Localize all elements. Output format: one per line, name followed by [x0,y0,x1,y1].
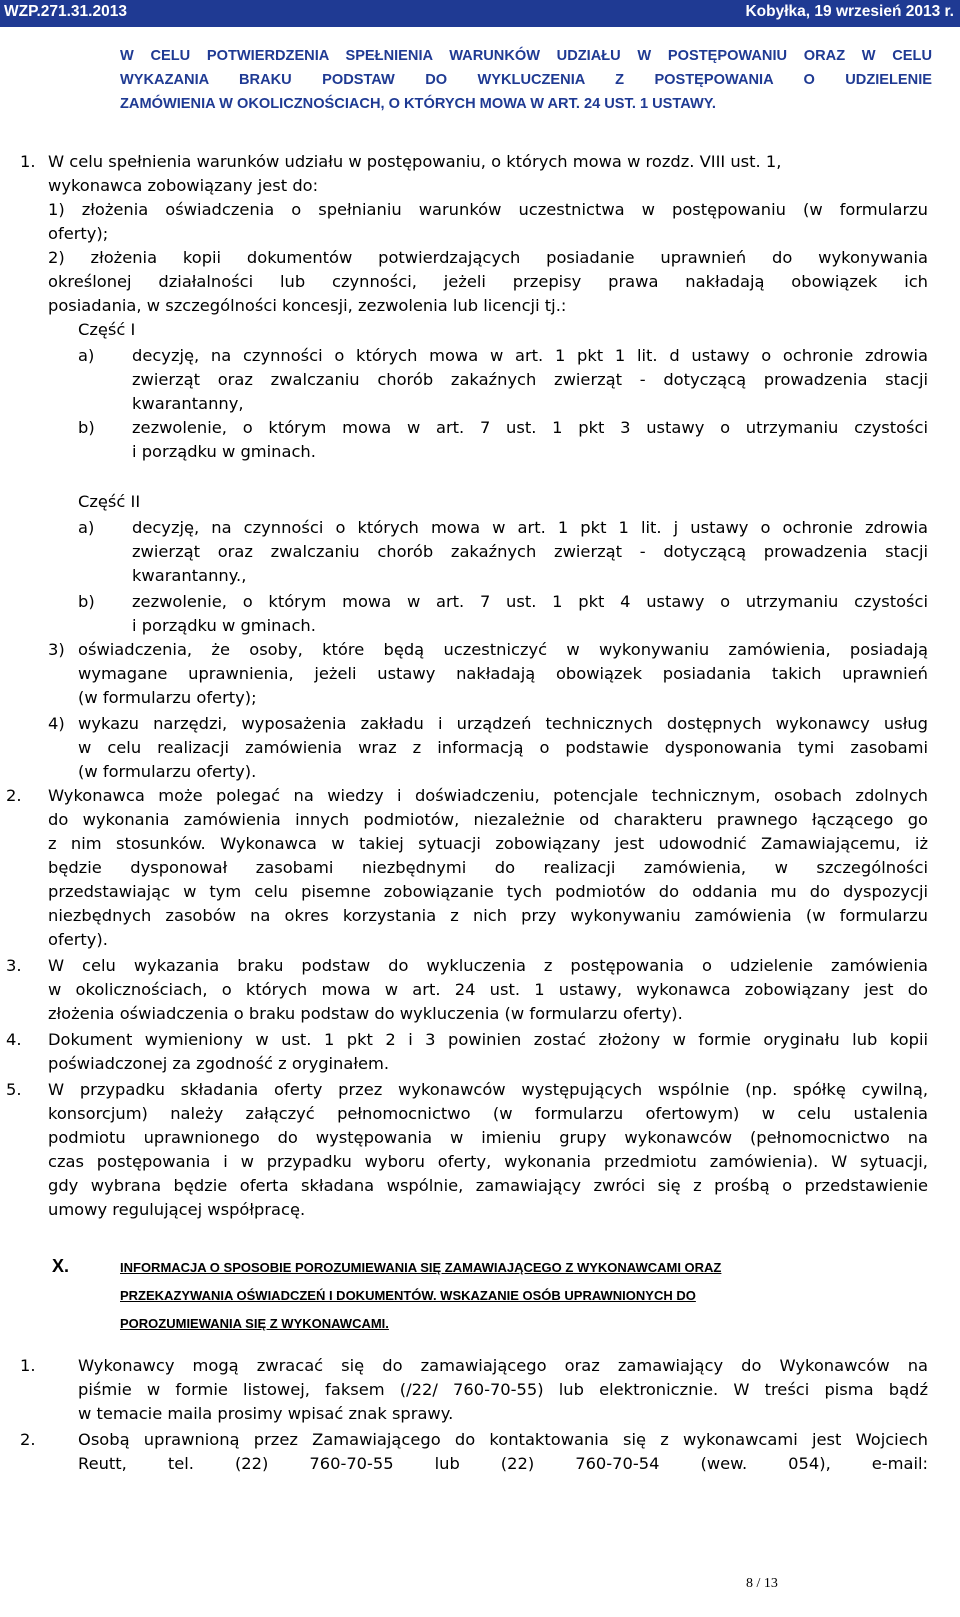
text-line: oświadczenia, że osoby, które będą uczestniczyć w wykonywaniu zamówienia, posiadają [78,640,928,659]
text-line: Wykonawca może polegać na wiedzy i doświadczeniu, potencjale technicznym, osobach zdolnych [48,786,928,805]
text-line: oferty); [48,224,109,243]
text-line: zwierząt oraz zwalczaniu chorób zakaźnych zwierząt - dotyczącą prowadzenia stacji [132,542,928,561]
text-line: (w formularzu oferty). [78,762,257,781]
text-line: z nim stosunków. Wykonawca w takiej sytuacji zobowiązany jest udowodnić Zamawiającemu, iż [48,834,928,853]
paragraph-number: 2. [20,1430,36,1449]
part-heading: Część II [78,492,141,511]
text-line: (w formularzu oferty); [78,688,257,707]
text-line: wykazu narzędzi, wyposażenia zakładu i urządzeń technicznych dostępnych wykonawcy usług [78,714,928,733]
place-date: Kobyłka, 19 wrzesień 2013 r. [745,3,954,20]
text-line: w celu realizacji zamówienia wraz z informacją o podstawie dysponowania tymi zasobami [78,738,928,757]
text-line: konsorcjum) należy załączyć pełnomocnictwo (w formularzu ofertowym) w celu ustalenia [48,1104,928,1123]
text-line: poświadczonej za zgodność z oryginałem. [48,1054,390,1073]
part-heading: Część I [78,320,136,339]
paragraph-number: 4. [6,1030,22,1049]
heading-line: POROZUMIEWANIA SIĘ Z WYKONAWCAMI. [120,1316,389,1331]
section-heading [120,1254,928,1338]
text-line: Osobą uprawnioną przez Zamawiającego do kontaktowania się z wykonawcami jest Wojciech [78,1430,928,1449]
title-line: ZAMÓWIENIA W OKOLICZNOŚCIACH, O KTÓRYCH MOWA W ART. 24 UST. 1 USTAWY. [120,96,716,112]
item-label: 4) [48,714,65,733]
text-line: w okolicznościach, o których mowa w art. 24 ust. 1 ustawy, wykonawca zobowiązany jest do [48,980,928,999]
item-label: a) [78,346,95,365]
heading-line: INFORMACJA O SPOSOBIE POROZUMIEWANIA SIĘ ZAMAWIAJĄCEGO Z WYKONAWCAMI ORAZ [120,1260,722,1275]
text-line: piśmie w formie listowej, faksem (/22/ 760-70-55) lub elektronicznie. W treści pisma bądź [78,1380,928,1399]
item-label: b) [78,418,95,437]
text-line: do wykonania zamówienia innych podmiotów, niezależnie od charakteru prawnego łączącego go [48,810,928,829]
text-line: i porządku w gminach. [132,442,316,461]
text-line: decyzję, na czynności o których mowa w art. 1 pkt 1 lit. j ustawy o ochronie zdrowia [132,518,928,537]
text-line: przedstawiając w tym celu pisemne zobowiązanie tych podmiotów do oddania mu do dyspozycji [48,882,928,901]
text-line: 2) złożenia kopii dokumentów potwierdzających posiadanie uprawnień do wykonywania [48,248,928,267]
paragraph-number: 2. [6,786,22,805]
heading-line: PRZEKAZYWANIA OŚWIADCZEŃ I DOKUMENTÓW. WSKAZANIE OSÓB UPRAWNIONYCH DO [120,1288,696,1303]
item-label: 3) [48,640,65,659]
text-line: złożenia oświadczenia o braku podstaw do wykluczenia (w formularzu oferty). [48,1004,683,1023]
text-line: niezbędnych zasobów na okres korzystania z nich przy wykonywaniu zamówienia (w formularzu [48,906,928,925]
text-line: w temacie maila prosimy wpisać znak sprawy. [78,1404,454,1423]
text-line: 1) złożenia oświadczenia o spełnianiu warunków uczestnictwa w postępowaniu (w formularzu [48,200,928,219]
paragraph-number: 1. [20,1356,36,1375]
text-line: posiadania, w szczególności koncesji, zezwolenia lub licencji tj.: [48,296,567,315]
item-label: a) [78,518,95,537]
section-title [120,44,932,116]
text-line: określonej działalności lub czynności, jeżeli przepisy prawa nakładają obowiązek ich [48,272,928,291]
item-label: b) [78,592,95,611]
text-line: oferty). [48,930,108,949]
reference-number: WZP.271.31.2013 [4,3,127,20]
paragraph-number: 5. [6,1080,22,1099]
text-line: W celu wykazania braku podstaw do wykluczenia z postępowania o udzielenie zamówienia [48,956,928,975]
title-line: W CELU POTWIERDZENIA SPEŁNIENIA WARUNKÓW UDZIAŁU W POSTĘPOWANIU ORAZ W CELU [120,48,932,64]
section-number: X. [52,1256,70,1276]
title-line: WYKAZANIA BRAKU PODSTAW DO WYKLUCZENIA Z POSTĘPOWANIA O UDZIELENIE [120,72,932,88]
paragraph-number: 1. [20,152,36,171]
text-line: wymagane uprawnienia, jeżeli ustawy nakładają obowiązek posiadania takich uprawnień [78,664,928,683]
text-line: kwarantanny, [132,394,244,413]
text-line: W przypadku składania oferty przez wykonawców występujących wspólnie (np. spółkę cywilną, [48,1080,928,1099]
paragraph-number: 3. [6,956,22,975]
text-line: zezwolenie, o którym mowa w art. 7 ust. 1 pkt 4 ustawy o utrzymaniu czystości [132,592,928,611]
text-line: gdy wybrana będzie oferta składana wspólnie, zamawiający zwróci się z prośbą o przedstawienie [48,1176,928,1195]
text-line: umowy regulującej współpracę. [48,1200,306,1219]
text-line: zwierząt oraz zwalczaniu chorób zakaźnych zwierząt - dotyczącą prowadzenia stacji [132,370,928,389]
text-line: wykonawca zobowiązany jest do: [48,176,319,195]
page-number: 8 / 13 [746,1576,778,1591]
text-line: i porządku w gminach. [132,616,316,635]
text-line: czas postępowania i w przypadku wyboru oferty, wykonania przedmiotu zamówienia). W sytuacji, [48,1152,928,1171]
text-line: będzie dysponował zasobami niezbędnymi do realizacji zamówienia, w szczególności [48,858,928,877]
text-line: podmiotu uprawnionego do występowania w imieniu grupy wykonawców (pełnomocnictwo na [48,1128,928,1147]
text-line: zezwolenie, o którym mowa w art. 7 ust. 1 pkt 3 ustawy o utrzymaniu czystości [132,418,928,437]
text-line: Dokument wymieniony w ust. 1 pkt 2 i 3 powinien zostać złożony w formie oryginału lub kopii [48,1030,928,1049]
document-header [0,0,960,27]
text-line: kwarantanny., [132,566,247,585]
text-line: W celu spełnienia warunków udziału w postępowaniu, o których mowa w rozdz. VIII ust. 1, [48,152,782,171]
text-line: Reutt, tel. (22) 760-70-55 lub (22) 760-70-54 (wew. 054), e-mail: [78,1454,928,1473]
text-line: Wykonawcy mogą zwracać się do zamawiającego oraz zamawiający do Wykonawców na [78,1356,928,1375]
text-line: decyzję, na czynności o których mowa w art. 1 pkt 1 lit. d ustawy o ochronie zdrowia [132,346,928,365]
